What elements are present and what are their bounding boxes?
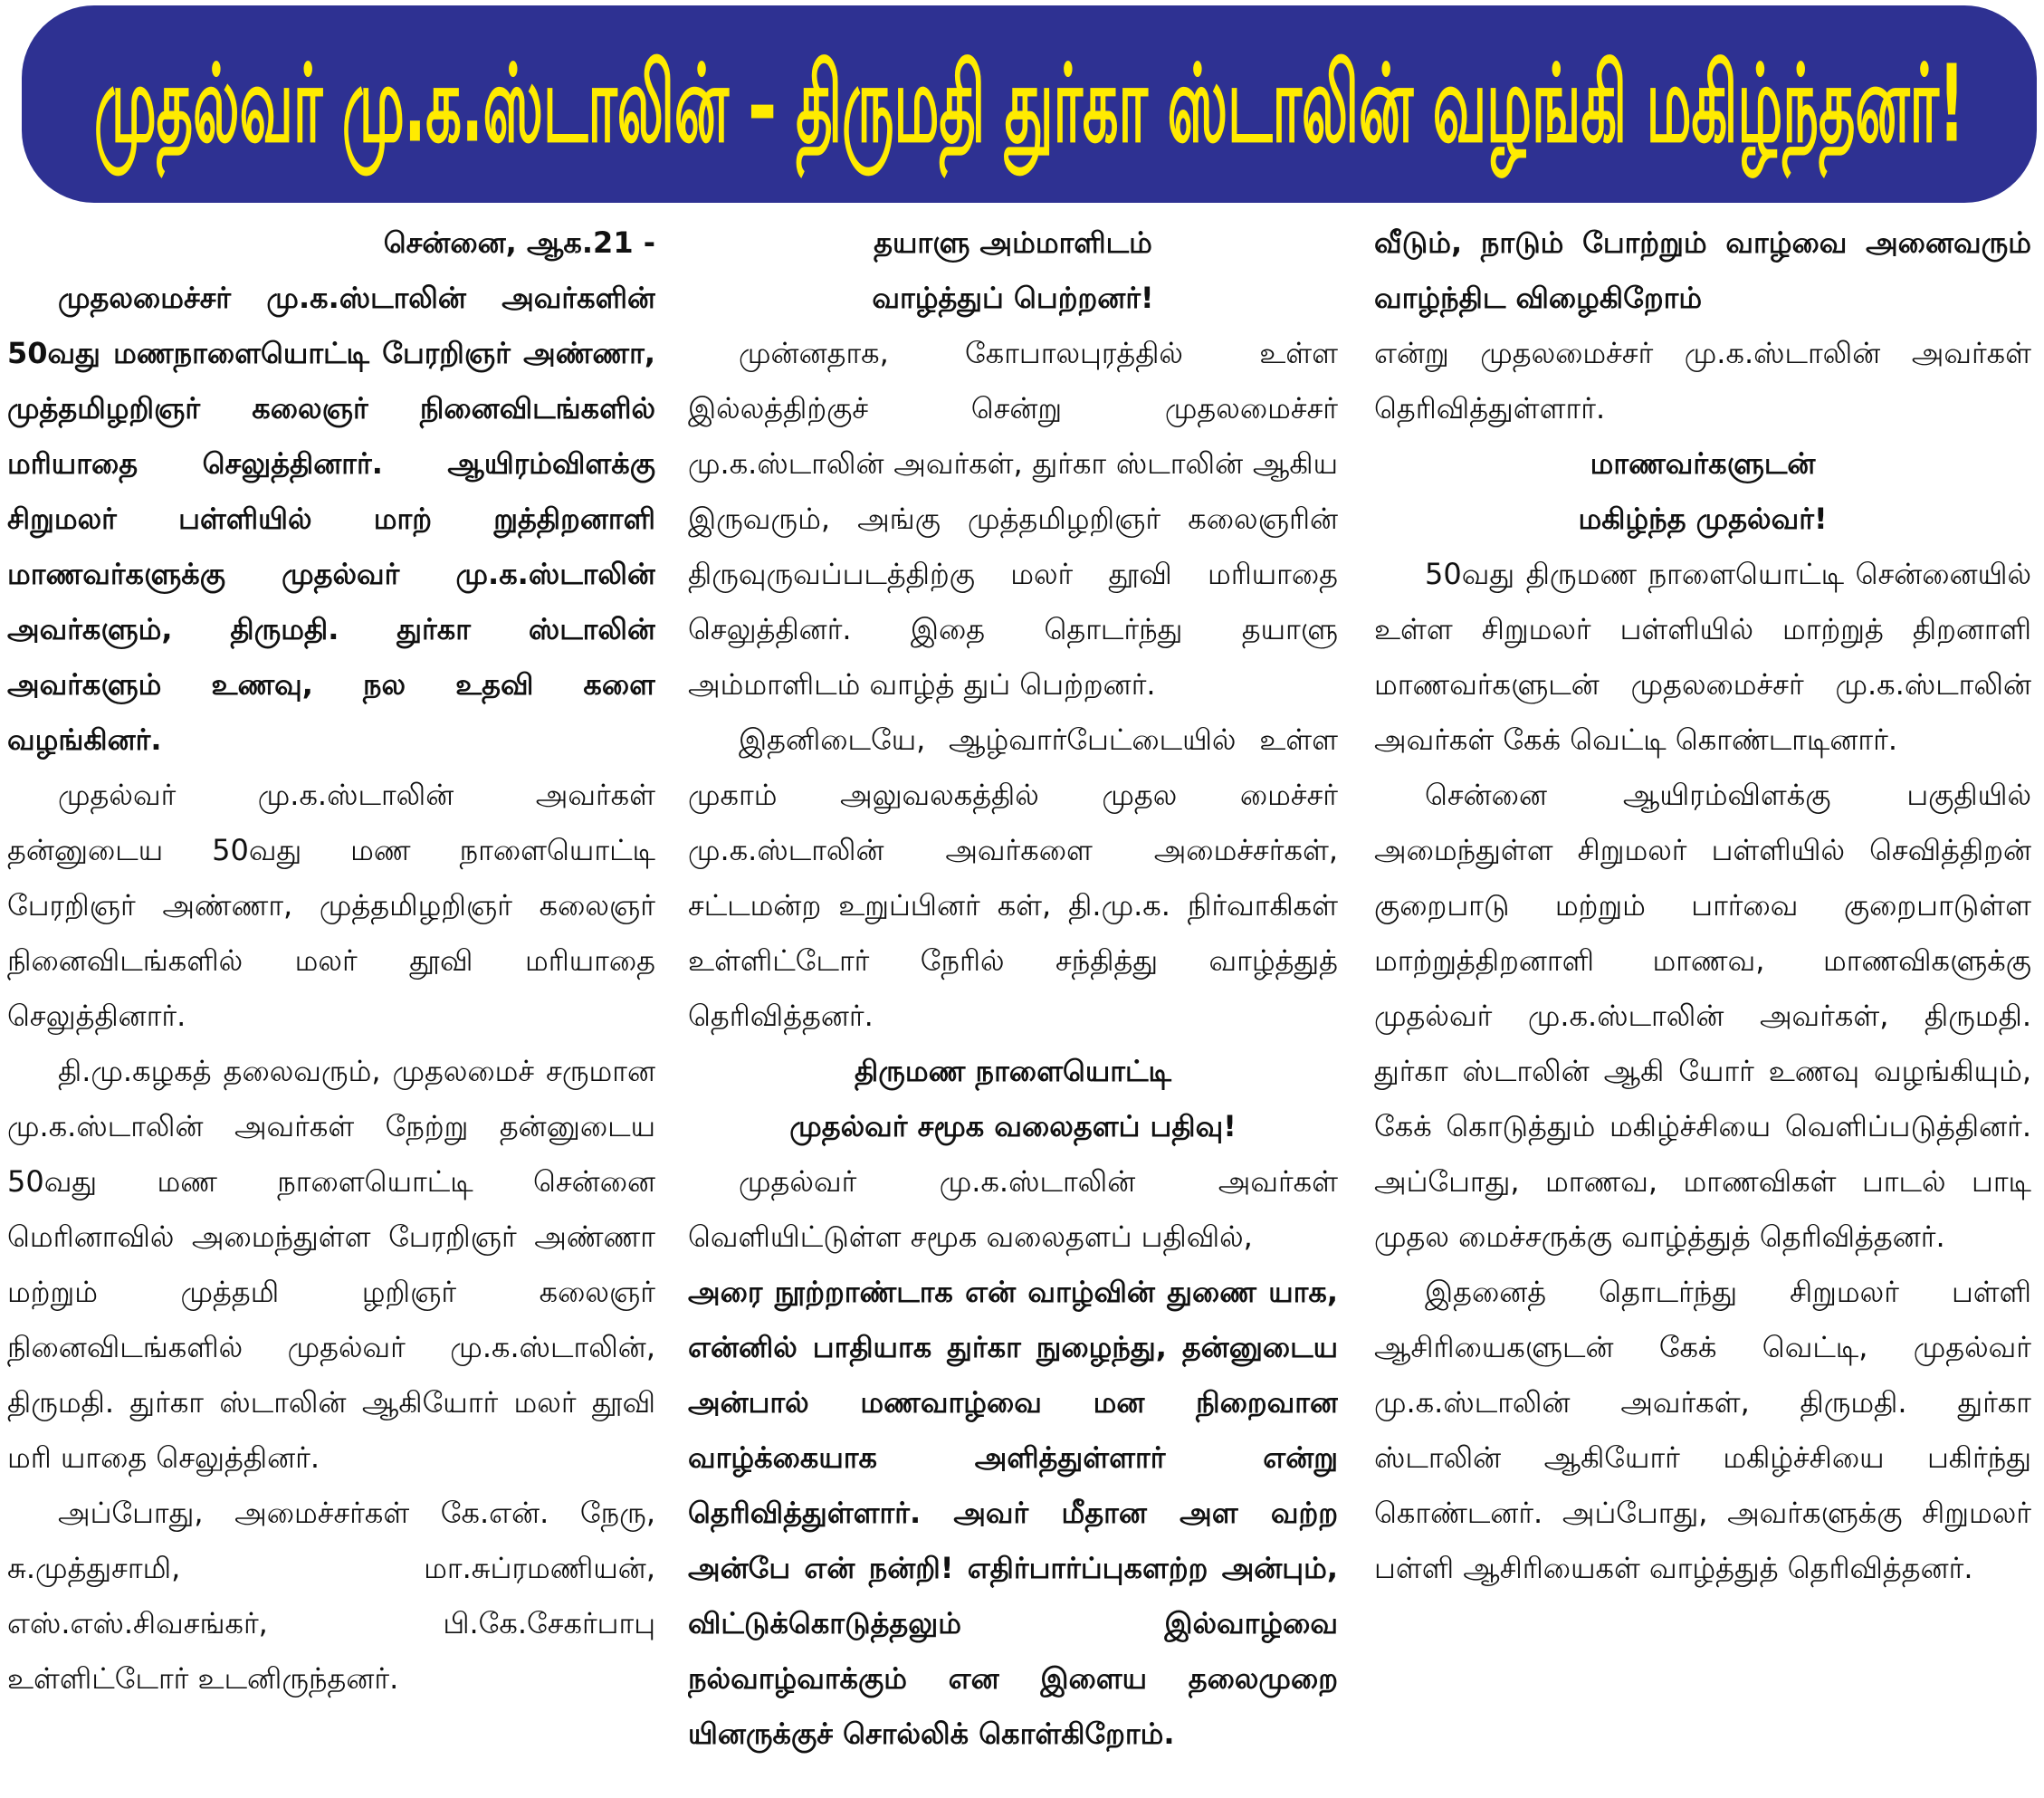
paragraph: அப்போது, அமைச்சர்கள் கே.என். நேரு, சு.முத்துசாமி, மா.சுப்ரமணியன், எஸ்.எஸ்.சிவசங்கர், பி.கே.சேகர்பாபு உள்ளிட்டோர் உடனிருந்தனர். xyxy=(7,1496,655,1696)
paragraph: தி.மு.கழகத் தலைவரும், முதலமைச் சருமான மு.க.ஸ்டாலின் அவர்கள் நேற்று தன்னுடைய 50வது மண நாளையொட்டி சென்னை மெரினாவில் அமைந்துள்ள பேரறிஞர் அண்ணா மற்றும் முத்தமி ழறிஞர் கலைஞர் நினைவிடங்களில் முதல்வர் மு.க.ஸ்டாலின், திருமதி. துர்கா ஸ்டாலின் ஆகியோர் மலர் தூவி மரி யாதை செலுத்தினர். xyxy=(7,1054,655,1475)
dateline: சென்னை, ஆக.21 - xyxy=(383,225,655,260)
subheading: வாழ்த்துப் பெற்றனர்! xyxy=(872,281,1154,315)
paragraph: முதல்வர் மு.க.ஸ்டாலின் அவர்கள் தன்னுடைய 50வது மண நாளையொட்டி பேரறிஞர் அண்ணா, முத்தமிழறிஞர் கலைஞர் நினைவிடங்களில் மலர் தூவி மரியாதை செலுத்தினார். xyxy=(7,778,655,1033)
subheading: திருமண நாளையொட்டி xyxy=(855,1054,1171,1088)
article-column-2 xyxy=(688,215,1338,1791)
paragraph: 50வது திருமண நாளையொட்டி சென்னையில் உள்ள சிறுமலர் பள்ளியில் மாற்றுத் திறனாளி மாணவர்களுடன் முதலமைச்சர் மு.க.ஸ்டாலின் அவர்கள் கேக் வெட்டி கொண்டாடினார். xyxy=(1374,557,2031,757)
article-column-3 xyxy=(1374,215,2031,1791)
paragraph: முதல்வர் மு.க.ஸ்டாலின் அவர்கள் வெளியிட்டுள்ள சமூக வலைதளப் பதிவில், xyxy=(688,1164,1338,1254)
paragraph: இதனைத் தொடர்ந்து சிறுமலர் பள்ளி ஆசிரியைகளுடன் கேக் வெட்டி, முதல்வர் மு.க.ஸ்டாலின் அவர்கள், திருமதி. துர்கா ஸ்டாலின் ஆகியோர் மகிழ்ச்சியை பகிர்ந்து கொண்டனர். அப்போது, அவர்களுக்கு சிறுமலர் பள்ளி ஆசிரியைகள் வாழ்த்துத் தெரிவித்தனர். xyxy=(1374,1275,2031,1585)
headline: முதல்வர் மு.க.ஸ்டாலின் – திருமதி துர்கா ஸ்டாலின் வழங்கி மகிழ்ந்தனர்! xyxy=(93,41,1965,167)
lead-paragraph: முதலமைச்சர் மு.க.ஸ்டாலின் அவர்களின் 50வது மணநாளையொட்டி பேரறிஞர் அண்ணா, முத்தமிழறிஞர் கலைஞர் நினைவிடங்களில் மரியாதை செலுத்தினார். ஆயிரம்விளக்கு சிறுமலர் பள்ளியில் மாற் றுத்திறனாளி மாணவர்களுக்கு முதல்வர் மு.க.ஸ்டாலின் அவர்களும், திருமதி. துர்கா ஸ்டாலின் அவர்களும் உணவு, நல உதவி களை வழங்கினர். xyxy=(7,281,655,757)
quote-continuation: வீடும், நாடும் போற்றும் வாழ்வை அனைவரும் வாழ்ந்திட விழைகிறோம் xyxy=(1374,225,2031,315)
headline-banner xyxy=(22,5,2037,203)
subheading: மாணவர்களுடன் xyxy=(1590,446,1816,481)
quote-paragraph: அரை நூற்றாண்டாக என் வாழ்வின் துணை யாக, என்னில் பாதியாக துர்கா நுழைந்து, தன்னுடைய அன்பால் மணவாழ்வை மன நிறைவான வாழ்க்கையாக அளித்துள்ளார் என்று தெரிவித்துள்ளார். அவர் மீதான அள வற்ற அன்பே என் நன்றி! எதிர்பார்ப்புகளற்ற அன்பும், விட்டுக்கொடுத்தலும் இல்வாழ்வை நல்வாழ்வாக்கும் என இளைய தலைமுறை யினருக்குச் சொல்லிக் கொள்கிறோம். xyxy=(688,1275,1338,1751)
subheading: மகிழ்ந்த முதல்வர்! xyxy=(1578,502,1828,536)
subheading: முதல்வர் சமூக வலைதளப் பதிவு! xyxy=(789,1109,1237,1143)
paragraph: முன்னதாக, கோபாலபுரத்தில் உள்ள இல்லத்திற்குச் சென்று முதலமைச்சர் மு.க.ஸ்டாலின் அவர்கள், துர்கா ஸ்டாலின் ஆகிய இருவரும், அங்கு முத்தமிழறிஞர் கலைஞரின் திருவுருவப்படத்திற்கு மலர் தூவி மரியாதை செலுத்தினர். இதை தொடர்ந்து தயாளு அம்மாளிடம் வாழ்த் துப் பெற்றனர். xyxy=(688,336,1338,702)
paragraph: என்று முதலமைச்சர் மு.க.ஸ்டாலின் அவர்கள் தெரிவித்துள்ளார். xyxy=(1374,336,2031,426)
article-column-1 xyxy=(7,215,655,1791)
paragraph: சென்னை ஆயிரம்விளக்கு பகுதியில் அமைந்துள்ள சிறுமலர் பள்ளியில் செவித்திறன் குறைபாடு மற்றும் பார்வை குறைபாடுள்ள மாற்றுத்திறனாளி மாணவ, மாணவிகளுக்கு முதல்வர் மு.க.ஸ்டாலின் அவர்கள், திருமதி. துர்கா ஸ்டாலின் ஆகி யோர் உணவு வழங்கியும், கேக் கொடுத்தும் மகிழ்ச்சியை வெளிப்படுத்தினர். அப்போது, மாணவ, மாணவிகள் பாடல் பாடி முதல மைச்சருக்கு வாழ்த்துத் தெரிவித்தனர். xyxy=(1374,778,2031,1254)
paragraph: இதனிடையே, ஆழ்வார்பேட்டையில் உள்ள முகாம் அலுவலகத்தில் முதல மைச்சர் மு.க.ஸ்டாலின் அவர்களை அமைச்சர்கள், சட்டமன்ற உறுப்பினர் கள், தி.மு.க. நிர்வாகிகள் உள்ளிட்டோர் நேரில் சந்தித்து வாழ்த்துத் தெரிவித்தனர். xyxy=(688,722,1338,1033)
subheading: தயாளு அம்மாளிடம் xyxy=(874,225,1152,260)
